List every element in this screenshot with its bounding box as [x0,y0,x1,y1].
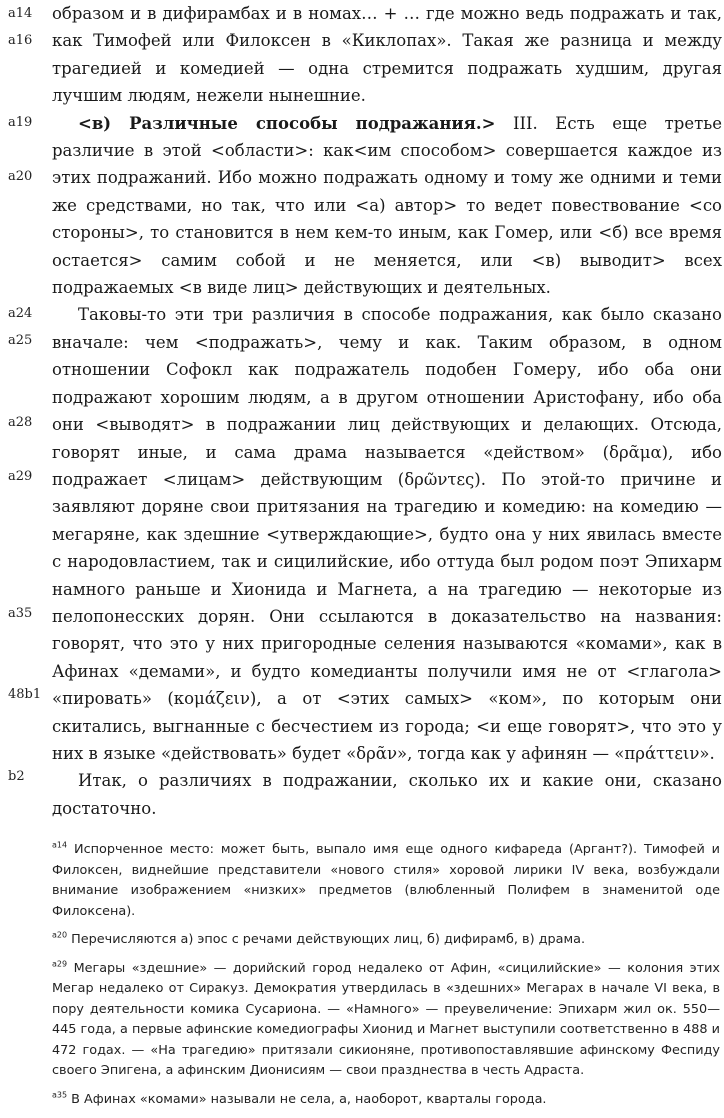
margin-ref: a14 [8,6,33,21]
footnote [52,959,720,1082]
section-heading: <в) Различные способы подражания.> [78,113,496,133]
footnote-text: Мегары «здешние» — дорийский город недалеко от Афин, «сицилийские» — колония этих Мегар недалеко от Сиракуз. Демократия утвердилась в «здешних» Мегарах в начале VI века, в пору деятельности комика Сусариона. — «Намного» — преувеличение: Эпихарм жил ок. 550—445 года, а первые афинские комедиографы Хионид и Магнет выступили соответственно в 488 и 472 годах. — «На трагедию» притязали сикионяне, противопоставлявшие афинскому Феспиду своего Эпигена, а афинским Дионисиям — свои празднества в честь Адраста. [52,960,720,1078]
margin-ref: a16 [8,33,33,48]
paragraph-text: III. Есть еще третье различие в этой <области>: как<им способом> совершается каждое из этих подражаний. Ибо можно подражать одному и тому же одними и теми же средствами, но так, что или <а) автор> то ведет повествование <со стороны>, то становится в нем кем-то иным, как Гомер, или <б) все время остается> самим собой и не меняется, или <в) выводит> всех подражаемых <в виде лиц> действующих и деятельных. [52,113,723,298]
footnote-mark: a29 [52,959,68,969]
margin-ref: a28 [8,415,33,430]
paragraph [52,110,722,302]
footnote-mark: a20 [52,930,68,940]
footnote-text: Перечисляются а) эпос с речами действующих лиц, б) дифирамб, в) драма. [71,932,586,947]
margin-ref: a25 [8,333,33,348]
footnote-text: В Афинах «комами» называли не села, а, наоборот, кварталы города. [71,1091,547,1107]
footnote-text: Испорченное место: может быть, выпало имя еще одного кифареда (Аргант?). Тимофей и Филоксен, виднейшие представители «нового стиля» хоровой лирики IV века, возбуждали внимание изображением «низких» предметов (влюбленный Полифем в знаменитой оде Филоксена). [52,842,720,919]
footnote-mark: a35 [52,1090,68,1100]
margin-ref: a35 [8,606,33,621]
footnote [52,840,720,922]
paragraph: Таковы-то эти три различия в способе подражания, как было сказано вначале: чем <подражать>, чему и как. Таким образом, в одном отношении Софокл как подражатель подобен Гомеру, ибо оба они подражают хорошим людям, а в другом отношении Аристофану, ибо оба они <выводят> в подражании лиц действующих и делающих. Отсюда, говорят иные, и сама драма называется «действом» (δρᾶμα), ибо подражает <лицам> действующим (δρῶντες). По этой-то причине и заявляют доряне свои притязания на трагедию и комедию: на комедию — мегаряне, как здешние <утверждающие>, будто она у них явилась вместе с народовластием, так и сицилийские, ибо оттуда был родом поэт Эпихарм намного раньше и Хионида и Магнета, а на трагедию — некоторые из пелопонесских дорян. Они ссылаются в доказательство на названия: говорят, что это у них пригородные селения называются «комами», как в Афинах «демами», и будто комедианты получили имя не от <глагола> «пировать» (κομάζειν), а от <этих самых> «ком», по которым они скитались, выгнанные с бесчестием из города; <и еще говорят>, что это у них в языке «действовать» будет «δρᾶν», тогда как у афинян — «πράττειν». [52,305,722,763]
margin-ref: a19 [8,115,33,130]
margin-ref: 48b1 [8,687,42,702]
footnote [52,1090,720,1111]
paragraph: Итак, о различиях в подражании, сколько их и какие они, сказано достаточно. [52,771,722,818]
footnote [52,930,720,951]
main-text [52,0,722,822]
margin-ref: a29 [8,469,33,484]
margin-ref: a20 [8,169,33,184]
footnote-mark: a14 [52,840,68,850]
footnotes [52,840,720,1118]
paragraph: образом и в дифирамбах и в номах… + … где можно ведь подражать и так, как Тимофей или Филоксен в «Киклопах». Такая же разница и между трагедией и комедией — одна стремится подражать худшим, другая лучшим людям, нежели нынешние. [52,4,722,106]
margin-ref: a24 [8,306,33,321]
margin-ref: b2 [8,769,25,784]
